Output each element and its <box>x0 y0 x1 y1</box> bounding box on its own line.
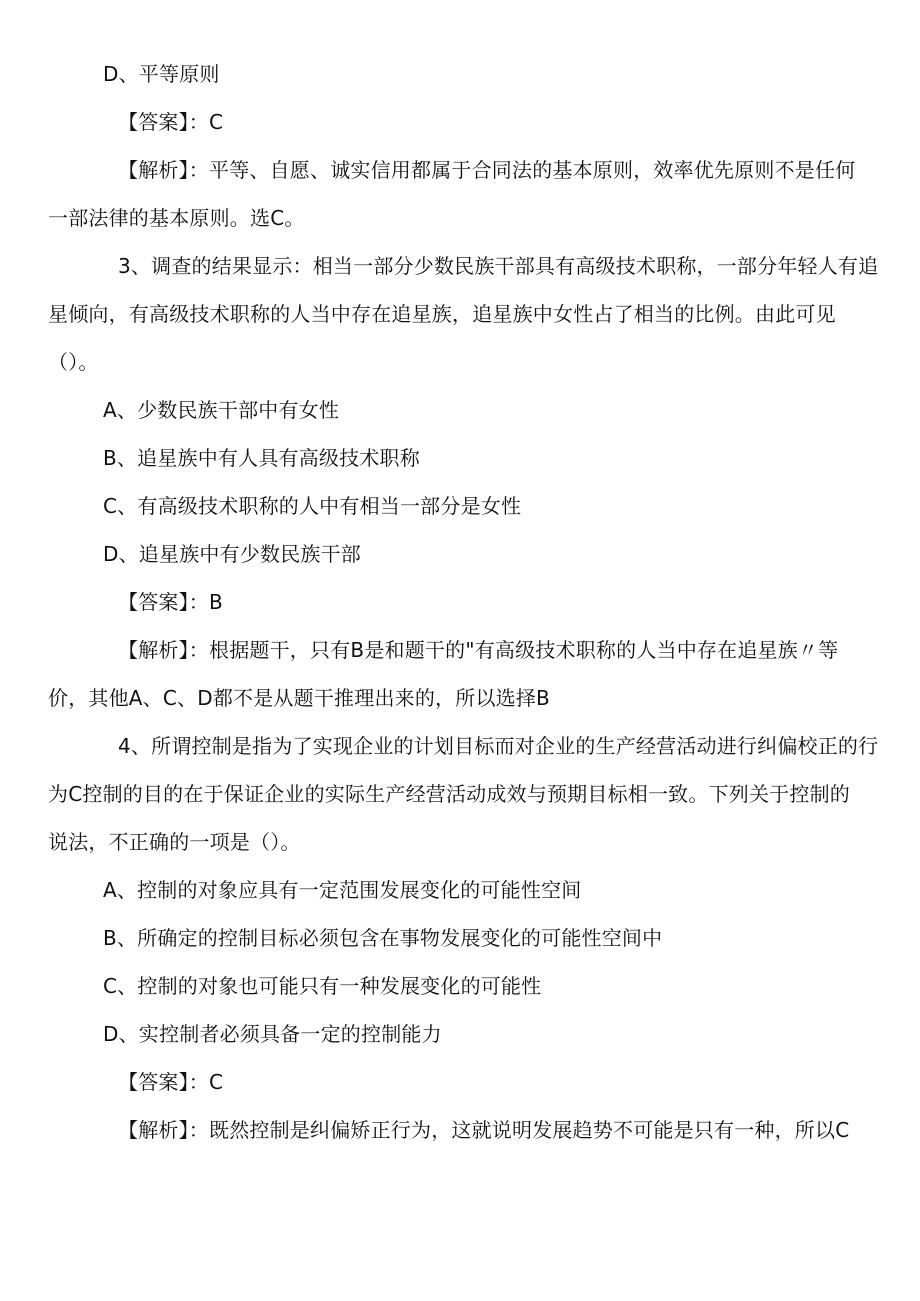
q4-option-a: A、控制的对象应具有一定范围发展变化的可能性空间 <box>103 878 582 902</box>
q3-stem-line-2: 星倾向，有高级技术职称的人当中存在追星族，追星族中女性占了相当的比例。由此可见 <box>48 302 836 326</box>
q4-stem-line-1: 4、所谓控制是指为了实现企业的计划目标而对企业的生产经营活动进行纠偏校正的行 <box>118 734 879 758</box>
q4-option-b: B、所确定的控制目标必须包含在事物发展变化的可能性空间中 <box>103 926 663 950</box>
q4-option-d: D、实控制者必须具备一定的控制能力 <box>103 1022 442 1046</box>
q2-answer: 【答案】：C <box>118 110 224 134</box>
q3-analysis-line-1: 【解析】：根据题干，只有B是和题干的"有高级技术职称的人当中存在追星族〃等 <box>118 638 839 662</box>
q4-stem-line-3: 说法，不正确的一项是（）。 <box>48 830 301 854</box>
q2-option-d: D、平等原则 <box>103 62 220 86</box>
q3-option-a: A、少数民族干部中有女性 <box>103 398 340 422</box>
q2-analysis-line-1: 【解析】：平等、自愿、诚实信用都属于合同法的基本原则，效率优先原则不是任何 <box>118 158 856 182</box>
q4-option-c: C、控制的对象也可能只有一种发展变化的可能性 <box>103 974 542 998</box>
q3-analysis-line-2: 价，其他A、C、D都不是从题干推理出来的，所以选择B <box>48 686 550 710</box>
q3-stem-line-3: （）。 <box>48 350 99 374</box>
q3-option-b: B、追星族中有人具有高级技术职称 <box>103 446 420 470</box>
q4-stem-line-2: 为C控制的目的在于保证企业的实际生产经营活动成效与预期目标相一致。下列关于控制的 <box>48 782 850 806</box>
q3-stem-line-1: 3、调查的结果显示：相当一部分少数民族干部具有高级技术职称，一部分年轻人有追 <box>118 254 879 278</box>
q4-analysis-line-1: 【解析】：既然控制是纠偏矫正行为，这就说明发展趋势不可能是只有一种，所以C <box>118 1118 850 1142</box>
q3-option-c: C、有高级技术职称的人中有相当一部分是女性 <box>103 494 522 518</box>
q4-answer: 【答案】：C <box>118 1070 224 1094</box>
q3-answer: 【答案】：B <box>118 590 223 614</box>
q3-option-d: D、追星族中有少数民族干部 <box>103 542 362 566</box>
q2-analysis-line-2: 一部法律的基本原则。选C。 <box>48 206 305 230</box>
